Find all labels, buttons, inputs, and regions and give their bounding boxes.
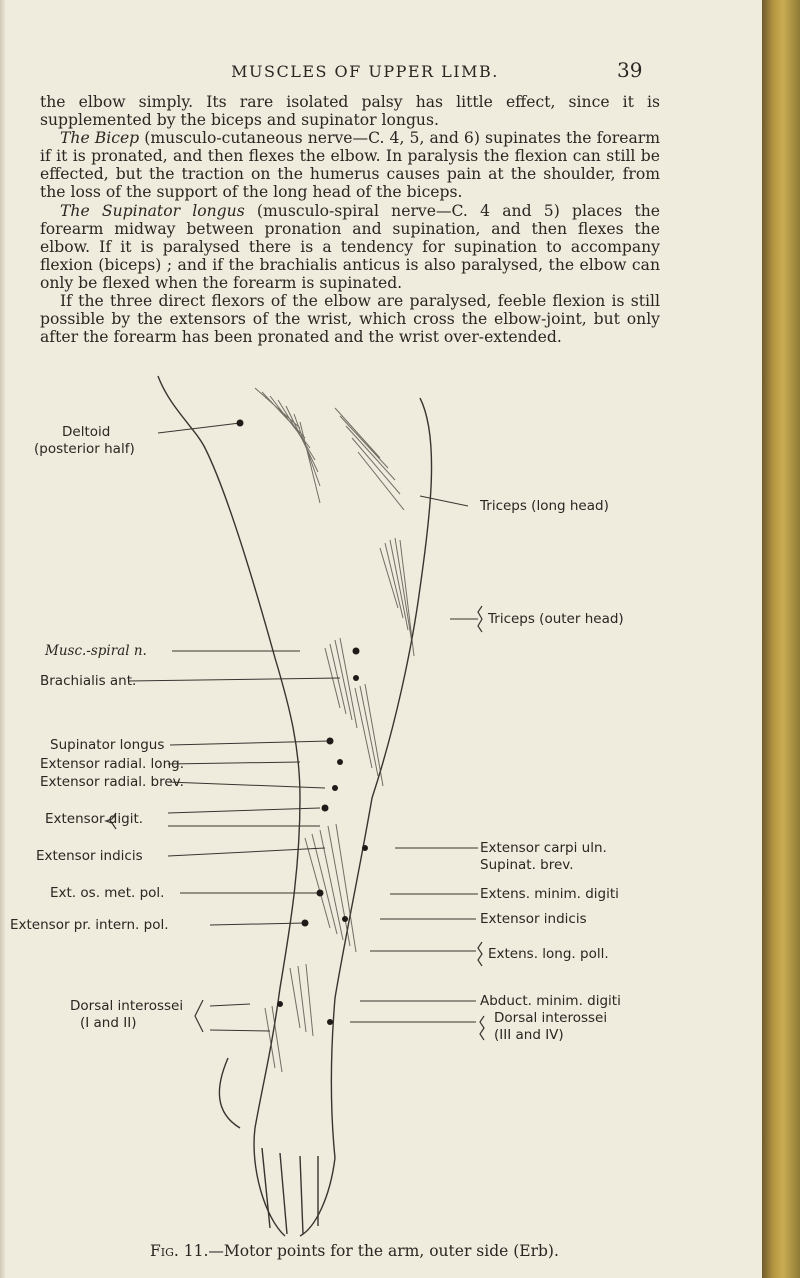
- paragraph-supinator: [40, 202, 660, 292]
- label-dorsal-inter-right: Dorsal interossei: [494, 1010, 608, 1026]
- finger-lines: [262, 1148, 318, 1234]
- page-number: 39: [617, 58, 643, 82]
- caption-text: —Motor points for the arm, outer side (Erb).: [208, 1242, 559, 1260]
- running-head: MUSCLES OF UPPER LIMB.: [231, 62, 499, 81]
- forearm-outline-right: [331, 798, 372, 1158]
- label-triceps-long: Triceps (long head): [480, 498, 609, 514]
- motor-point-ext-carpi-uln: [362, 845, 368, 851]
- motor-point-ext-radial-brev: [332, 785, 338, 791]
- label-dorsal-inter-left: Dorsal interossei: [70, 998, 184, 1014]
- paragraph-4: If the three direct flexors of the elbow are paralysed, feeble flexion is still possible by the extensors of the wrist, which cross the elbow-joint, but only after the forearm has been pronated and the wrist over-extended.: [40, 292, 660, 347]
- label-ext-carpi-uln: Extensor carpi uln.: [480, 840, 607, 856]
- label-dorsal-inter-left-sub: (I and II): [80, 1015, 137, 1031]
- motor-point-brachialis: [353, 675, 359, 681]
- label-ext-radial-brev: Extensor radial. brev.: [40, 774, 184, 790]
- paragraph-biceps: [40, 129, 660, 201]
- motor-point-supinator-longus: [327, 738, 334, 745]
- label-ext-indicis-right: Extensor indicis: [480, 911, 587, 927]
- brace-dorsal-left: [195, 1000, 203, 1032]
- supinator-heading: The Supinator longus: [60, 201, 245, 220]
- arm-motor-points-figure: [0, 368, 762, 1238]
- label-ext-pr-intern: Extensor pr. intern. pol.: [10, 917, 169, 933]
- label-ext-os-met: Ext. os. met. pol.: [50, 885, 165, 901]
- label-deltoid-sub: (posterior half): [34, 441, 135, 457]
- paragraph-2-text: (musculo-cutaneous nerve—C. 4, 5, and 6) supinates the forearm if it is pronated, and then flexes the elbow. In paralysis the flexion can still be effected, but the traction on the humerus causes pain at the shoulder, from the loss of the support of the long head of the biceps.: [40, 129, 660, 202]
- label-ext-radial-long: Extensor radial. long.: [40, 756, 184, 772]
- label-supinat-brev: Supinat. brev.: [480, 857, 574, 873]
- thumb-outline: [219, 1058, 240, 1128]
- motor-point-ext-digit: [322, 805, 329, 812]
- label-extens-long-poll: Extens. long. poll.: [488, 946, 609, 962]
- motor-point-ext-radial-long: [337, 759, 343, 765]
- label-triceps-outer: Triceps (outer head): [488, 611, 624, 627]
- motor-point-musc-spiral: [353, 648, 360, 655]
- hand-outline: [254, 1128, 335, 1236]
- motor-point-ext-pr-intern: [302, 920, 309, 927]
- paragraph-3-text: (musculo-spiral nerve—C. 4 and 5) places the forearm midway between pronation and supination, and then flexes the elbow. If it is paralysed there is a tendency for supination to accompany flexion (biceps) ; and if the brachialis anticus is also paralysed, the elbow can only be flexed when the forearm is supinated.: [40, 201, 660, 292]
- muscle-hatching: [255, 388, 414, 1072]
- label-brachialis: Brachialis ant.: [40, 673, 137, 689]
- paragraph-1: the elbow simply. Its rare isolated palsy has little effect, since it is supplemented by the biceps and supinator longus.: [40, 93, 660, 130]
- braces: [106, 606, 484, 1040]
- label-musc-spiral: Musc.-spiral n.: [45, 643, 147, 659]
- arm-illustration: [0, 368, 762, 1238]
- leader-lines-left: [128, 423, 340, 1031]
- motor-point-ext-indicis-right: [342, 916, 348, 922]
- label-abduct-minim: Abduct. minim. digiti: [480, 993, 621, 1009]
- biceps-heading: The Bicep: [60, 129, 140, 148]
- figure-caption: [150, 1242, 630, 1260]
- leader-lines-right: [350, 496, 478, 1022]
- label-ext-indicis-left: Extensor indicis: [36, 848, 143, 864]
- arm-outline: [158, 376, 432, 1236]
- brace-dorsal-right: [480, 1016, 484, 1040]
- forearm-outline-left: [255, 798, 300, 1128]
- arm-outline-left: [158, 376, 300, 798]
- book-binding-edge: [762, 0, 800, 1278]
- caption-figure-number: Fig. 11.: [150, 1242, 209, 1260]
- label-supinator-longus: Supinator longus: [50, 737, 165, 753]
- label-extens-minim: Extens. minim. digiti: [480, 886, 619, 902]
- label-deltoid: Deltoid: [62, 424, 111, 440]
- motor-point-ext-indicis: [317, 890, 324, 897]
- label-dorsal-inter-right-sub: (III and IV): [494, 1027, 564, 1043]
- brace-triceps-outer: [478, 606, 482, 632]
- label-ext-digit: Extensor digit.: [45, 811, 144, 827]
- motor-point-dorsal-inter-right: [327, 1019, 333, 1025]
- motor-point-dorsal-inter-left: [277, 1001, 283, 1007]
- brace-extens-long-poll: [478, 942, 482, 966]
- body-text: [40, 93, 660, 346]
- motor-point-deltoid: [237, 420, 244, 427]
